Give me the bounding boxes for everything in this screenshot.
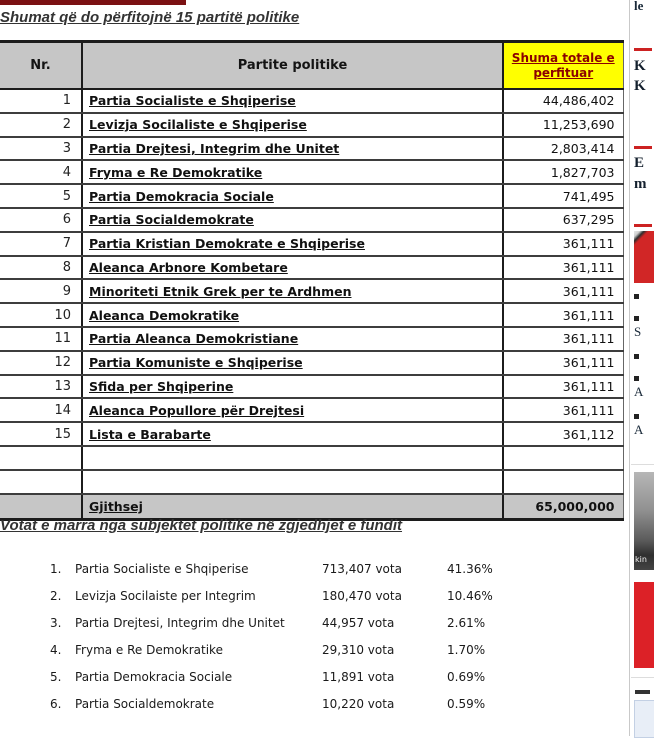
col-header-nr: Nr. xyxy=(0,42,82,90)
row-party: Aleanca Popullore për Drejtesi xyxy=(82,398,503,422)
table-row xyxy=(0,398,623,422)
row-amount: 44,486,402 xyxy=(503,89,623,113)
votes-row-count: 713,407 vota xyxy=(322,562,402,576)
table-row xyxy=(0,351,623,375)
votes-row-party: Partia Socialdemokrate xyxy=(75,697,215,711)
votes-row xyxy=(0,643,620,659)
table-row xyxy=(0,208,623,232)
row-nr: 5 xyxy=(0,184,82,208)
sidebar-link-fragment[interactable]: A xyxy=(634,384,644,399)
sidebar-headline-fragment[interactable]: E xyxy=(634,155,645,171)
table-empty-row xyxy=(0,446,623,470)
photo-caption: kin xyxy=(635,555,647,564)
votes-row xyxy=(0,562,620,578)
row-party: Partia Komuniste e Shqiperise xyxy=(82,351,503,375)
row-amount: 361,111 xyxy=(503,327,623,351)
col-header-amount: Shuma totale e perfituar xyxy=(503,42,623,90)
votes-row-party: Fryma e Re Demokratike xyxy=(75,643,223,657)
row-party: Partia Drejtesi, Integrim dhe Unitet xyxy=(82,137,503,161)
table-row xyxy=(0,113,623,137)
votes-row-nr: 3. xyxy=(50,616,62,630)
votes-row-count: 10,220 vota xyxy=(322,697,395,711)
row-amount: 361,111 xyxy=(503,351,623,375)
sidebar-text-fragment: le xyxy=(634,0,644,13)
row-amount: 361,111 xyxy=(503,303,623,327)
table-row xyxy=(0,422,623,446)
empty-cell xyxy=(503,470,623,494)
row-amount: 361,112 xyxy=(503,422,623,446)
votes-row-percent: 41.36% xyxy=(447,562,493,576)
votes-title: Votat e marra nga subjektet politike në zgjedhjet e fundit xyxy=(0,517,403,534)
row-nr: 8 xyxy=(0,256,82,280)
votes-row-party: Partia Drejtesi, Integrim dhe Unitet xyxy=(75,616,285,630)
votes-row-percent: 0.59% xyxy=(447,697,486,711)
table-total-row xyxy=(0,494,623,520)
row-nr: 1 xyxy=(0,89,82,113)
row-party: Minoriteti Etnik Grek per te Ardhmen xyxy=(82,279,503,303)
table-row xyxy=(0,232,623,256)
votes-row-nr: 2. xyxy=(50,589,62,603)
votes-row-party: Partia Socialiste e Shqiperise xyxy=(75,562,249,576)
empty-cell xyxy=(82,470,503,494)
row-nr: 15 xyxy=(0,422,82,446)
votes-row xyxy=(0,697,620,713)
row-party: Lista e Barabarte xyxy=(82,422,503,446)
empty-cell xyxy=(82,446,503,470)
row-party: Aleanca Demokratike xyxy=(82,303,503,327)
table-empty-row xyxy=(0,470,623,494)
row-party: Partia Kristian Demokrate e Shqiperise xyxy=(82,232,503,256)
row-amount: 361,111 xyxy=(503,398,623,422)
row-nr: 7 xyxy=(0,232,82,256)
widget-top-bar xyxy=(635,690,650,694)
sidebar-bullet[interactable] xyxy=(634,316,639,321)
sidebar-headline-fragment[interactable]: K xyxy=(634,58,646,74)
row-nr: 10 xyxy=(0,303,82,327)
sidebar-photo-red-thumb xyxy=(634,231,654,283)
row-nr: 12 xyxy=(0,351,82,375)
section-divider xyxy=(634,48,652,51)
row-amount: 2,803,414 xyxy=(503,137,623,161)
votes-row-percent: 0.69% xyxy=(447,670,486,684)
row-amount: 361,111 xyxy=(503,256,623,280)
votes-row-party: Partia Demokracia Sociale xyxy=(75,670,233,684)
top-red-bar xyxy=(0,0,186,5)
table-row xyxy=(0,327,623,351)
row-nr: 11 xyxy=(0,327,82,351)
sidebar-bullet[interactable] xyxy=(634,294,639,299)
row-nr: 14 xyxy=(0,398,82,422)
funding-table xyxy=(0,40,624,521)
row-amount: 741,495 xyxy=(503,184,623,208)
row-amount: 11,253,690 xyxy=(503,113,623,137)
row-amount: 637,295 xyxy=(503,208,623,232)
table-row xyxy=(0,256,623,280)
empty-cell xyxy=(503,446,623,470)
sidebar-link-fragment[interactable]: S xyxy=(634,324,642,339)
votes-row-party: Levizja Socilaiste per Integrim xyxy=(75,589,256,603)
votes-row xyxy=(0,616,620,632)
table-row xyxy=(0,137,623,161)
section-divider xyxy=(631,464,654,465)
votes-row-percent: 10.46% xyxy=(447,589,493,603)
row-party: Partia Socialdemokrate xyxy=(82,208,503,232)
row-nr: 9 xyxy=(0,279,82,303)
sidebar-bullet[interactable] xyxy=(634,354,639,359)
row-amount: 361,111 xyxy=(503,232,623,256)
total-amount: 65,000,000 xyxy=(503,494,623,520)
section-divider xyxy=(631,677,654,678)
row-nr: 13 xyxy=(0,375,82,399)
row-party: Partia Socialiste e Shqiperise xyxy=(82,89,503,113)
row-party: Partia Aleanca Demokristiane xyxy=(82,327,503,351)
empty-cell xyxy=(0,446,82,470)
section-divider xyxy=(634,146,652,149)
table-row xyxy=(0,160,623,184)
funding-title: Shumat që do përfitojnë 15 partitë politike xyxy=(0,9,300,26)
votes-row-count: 11,891 vota xyxy=(322,670,395,684)
row-amount: 361,111 xyxy=(503,375,623,399)
sidebar-headline-fragment[interactable]: K xyxy=(634,78,646,94)
widget-body xyxy=(634,700,654,738)
votes-row-count: 44,957 vota xyxy=(322,616,395,630)
sidebar-photo-thumb xyxy=(634,472,654,570)
total-label: Gjithsej xyxy=(82,494,503,520)
votes-row-count: 180,470 vota xyxy=(322,589,402,603)
votes-row-count: 29,310 vota xyxy=(322,643,395,657)
empty-cell xyxy=(0,494,82,520)
row-party: Sfida per Shqiperine xyxy=(82,375,503,399)
votes-row xyxy=(0,589,620,605)
votes-row-nr: 1. xyxy=(50,562,62,576)
votes-row-percent: 2.61% xyxy=(447,616,486,630)
sidebar-bullet[interactable] xyxy=(634,414,639,419)
table-header-row xyxy=(0,42,623,90)
sidebar-link-fragment[interactable]: A xyxy=(634,422,644,437)
row-amount: 1,827,703 xyxy=(503,160,623,184)
table-row xyxy=(0,279,623,303)
row-party: Fryma e Re Demokratike xyxy=(82,160,503,184)
sidebar-bullet[interactable] xyxy=(634,376,639,381)
votes-row-percent: 1.70% xyxy=(447,643,486,657)
table-row xyxy=(0,375,623,399)
votes-row xyxy=(0,670,620,686)
row-party: Aleanca Arbnore Kombetare xyxy=(82,256,503,280)
table-row xyxy=(0,184,623,208)
right-sidebar xyxy=(629,0,654,736)
row-amount: 361,111 xyxy=(503,279,623,303)
sidebar-widget-box xyxy=(634,686,654,736)
col-header-party: Partite politike xyxy=(82,42,503,90)
row-nr: 3 xyxy=(0,137,82,161)
row-nr: 2 xyxy=(0,113,82,137)
row-nr: 4 xyxy=(0,160,82,184)
empty-cell xyxy=(0,470,82,494)
table-row xyxy=(0,89,623,113)
sidebar-red-banner xyxy=(634,582,654,668)
table-row xyxy=(0,303,623,327)
row-party: Partia Demokracia Sociale xyxy=(82,184,503,208)
row-party: Levizja Socilaliste e Shqiperise xyxy=(82,113,503,137)
votes-row-nr: 6. xyxy=(50,697,62,711)
votes-row-nr: 5. xyxy=(50,670,62,684)
votes-row-nr: 4. xyxy=(50,643,62,657)
sidebar-headline-fragment[interactable]: m xyxy=(634,176,647,192)
row-nr: 6 xyxy=(0,208,82,232)
section-divider xyxy=(634,224,652,227)
